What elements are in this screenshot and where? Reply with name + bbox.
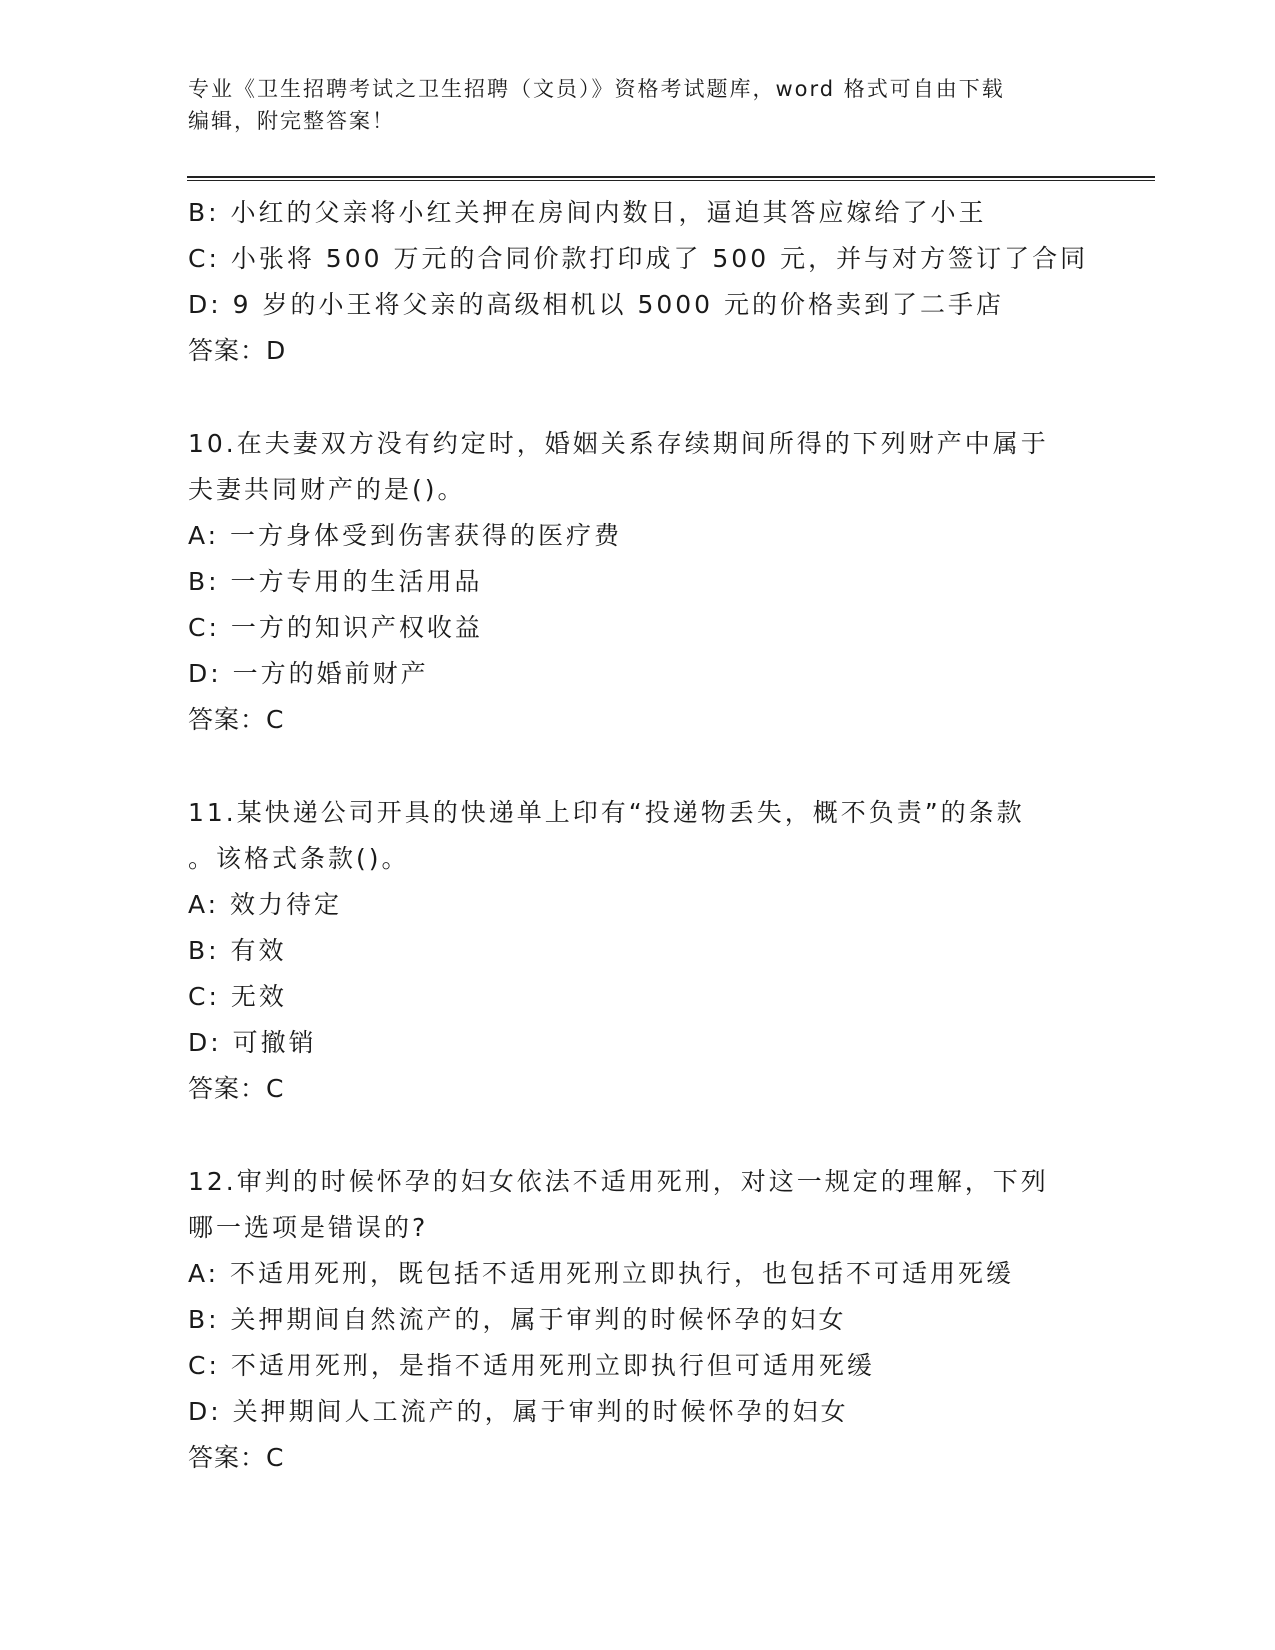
question-stem: 11.某快递公司开具的快递单上印有“投递物丢失，概不负责”的条款 bbox=[188, 798, 1025, 827]
option-d: D: 可撤销 bbox=[188, 1028, 317, 1057]
option-a: A: 效力待定 bbox=[188, 890, 343, 919]
option-b: B: 关押期间自然流产的，属于审判的时候怀孕的妇女 bbox=[188, 1305, 847, 1334]
option-d: D: 9 岁的小王将父亲的高级相机以 5000 元的价格卖到了二手店 bbox=[188, 290, 1005, 319]
question-11 bbox=[188, 790, 1088, 1112]
answer: 答案：C bbox=[188, 1074, 285, 1103]
header-divider bbox=[187, 176, 1155, 181]
question-stem: 10.在夫妻双方没有约定时，婚姻关系存续期间所得的下列财产中属于 bbox=[188, 429, 1049, 458]
question-9 bbox=[188, 190, 1088, 374]
option-b: B: 一方专用的生活用品 bbox=[188, 567, 483, 596]
question-list bbox=[188, 190, 1088, 1481]
option-a: A: 一方身体受到伤害获得的医疗费 bbox=[188, 521, 623, 550]
question-12 bbox=[188, 1159, 1088, 1481]
answer: 答案：D bbox=[188, 336, 287, 365]
option-c: C: 小张将 500 万元的合同价款打印成了 500 元，并与对方签订了合同 bbox=[188, 244, 1089, 273]
question-stem-cont: 夫妻共同财产的是()。 bbox=[188, 475, 466, 504]
document-header bbox=[188, 73, 1088, 137]
option-a: A: 不适用死刑，既包括不适用死刑立即执行，也包括不可适用死缓 bbox=[188, 1259, 1015, 1288]
option-b: B: 有效 bbox=[188, 936, 287, 965]
option-d: D: 关押期间人工流产的，属于审判的时候怀孕的妇女 bbox=[188, 1397, 849, 1426]
question-10 bbox=[188, 421, 1088, 743]
option-c: C: 一方的知识产权收益 bbox=[188, 613, 483, 642]
option-d: D: 一方的婚前财产 bbox=[188, 659, 429, 688]
answer: 答案：C bbox=[188, 705, 285, 734]
question-stem: 12.审判的时候怀孕的妇女依法不适用死刑，对这一规定的理解，下列 bbox=[188, 1167, 1049, 1196]
option-c: C: 无效 bbox=[188, 982, 287, 1011]
header-line-1: 专业《卫生招聘考试之卫生招聘（文员）》资格考试题库，word 格式可自由下载 bbox=[188, 77, 1005, 101]
option-b: B: 小红的父亲将小红关押在房间内数日，逼迫其答应嫁给了小王 bbox=[188, 198, 987, 227]
question-stem-cont: 哪一选项是错误的? bbox=[188, 1213, 429, 1242]
answer: 答案：C bbox=[188, 1443, 285, 1472]
header-line-2: 编辑，附完整答案！ bbox=[188, 109, 395, 133]
option-c: C: 不适用死刑，是指不适用死刑立即执行但可适用死缓 bbox=[188, 1351, 875, 1380]
question-stem-cont: 。该格式条款()。 bbox=[188, 844, 410, 873]
